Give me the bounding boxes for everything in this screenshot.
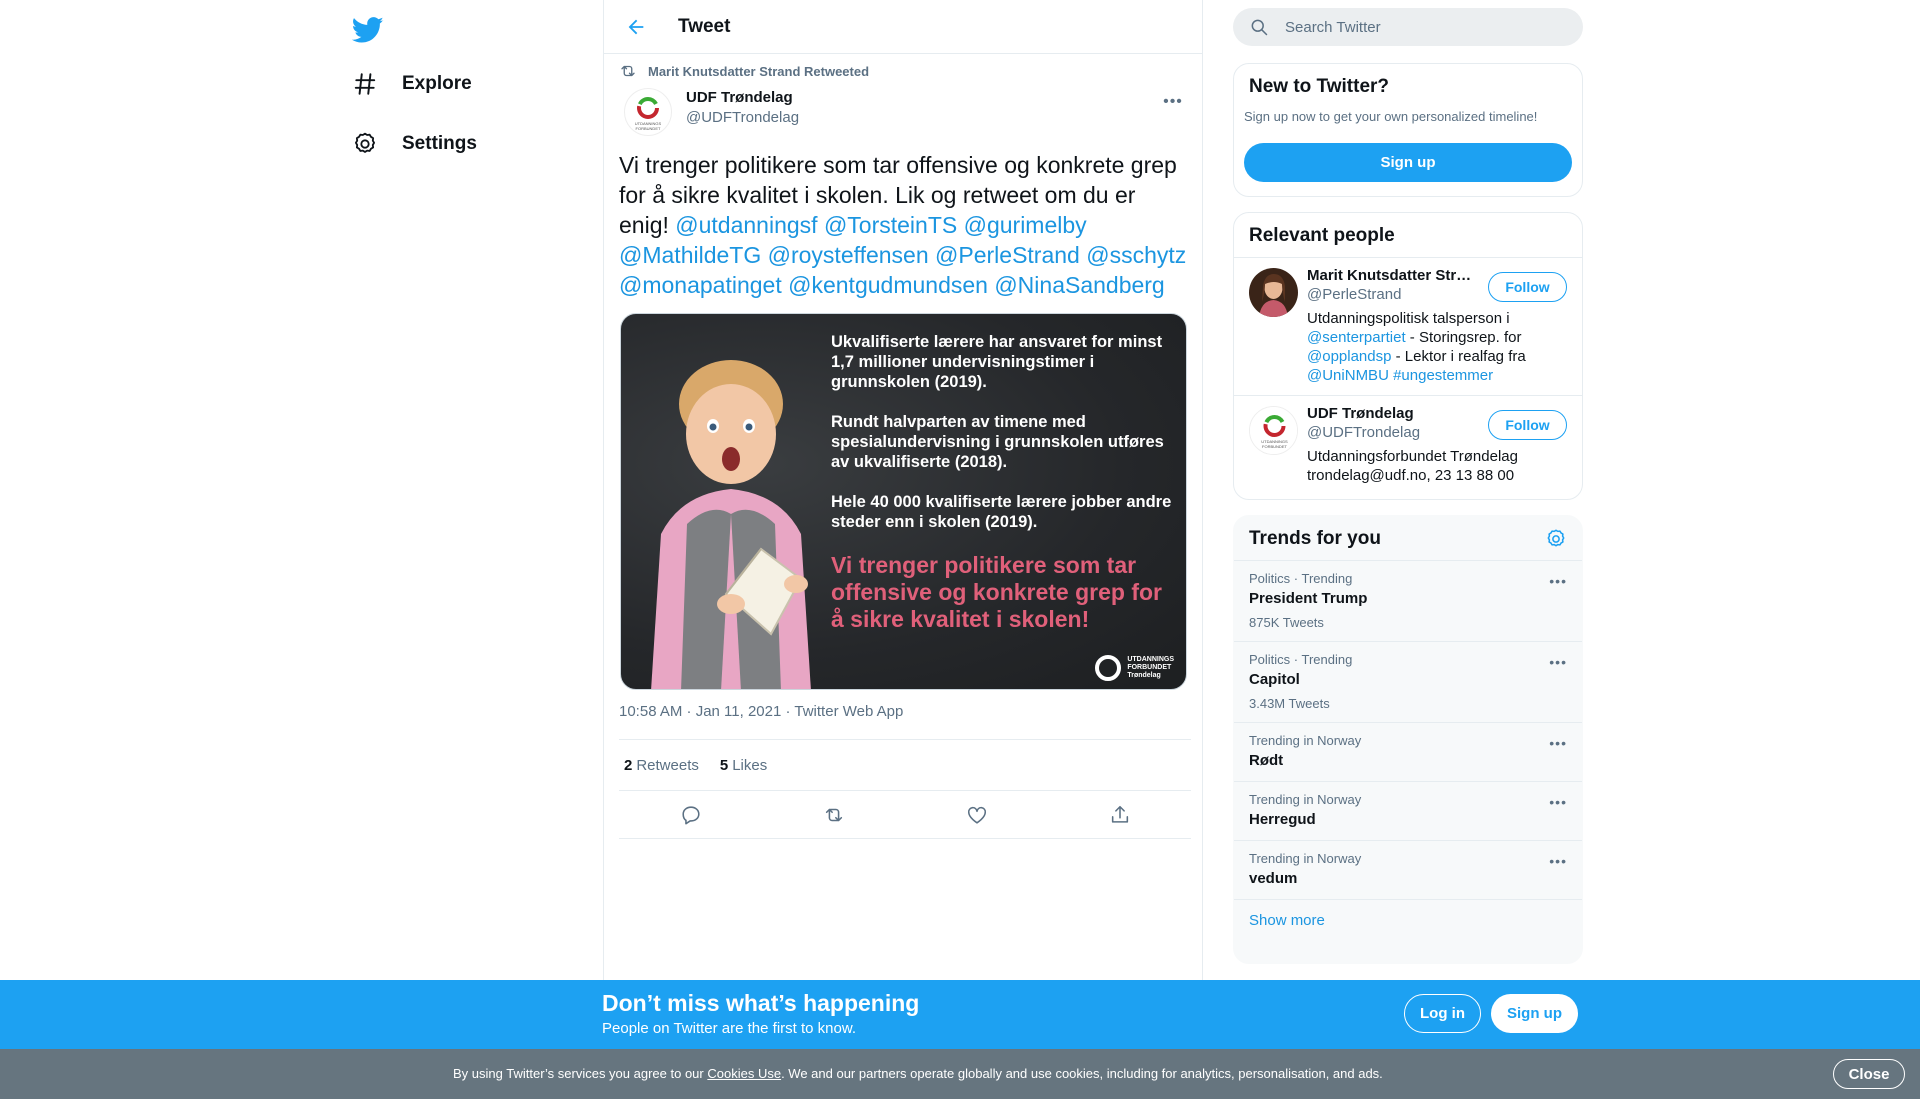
back-button[interactable] <box>618 9 654 45</box>
log-in-button[interactable]: Log in <box>1404 994 1481 1033</box>
hashtag-icon <box>350 69 380 99</box>
cookie-text-after: . We and our partners operate globally and use cookies, including for analytics, personalisation, and ads. <box>781 1066 1383 1081</box>
gear-icon <box>350 129 380 159</box>
trend-item[interactable] <box>1234 642 1582 723</box>
bio-link[interactable]: @senterpartiet <box>1307 329 1406 346</box>
trend-context: Trending in Norway <box>1249 792 1362 807</box>
trend-name: Herregud <box>1249 811 1316 828</box>
mention-link[interactable]: @NinaSandberg <box>994 272 1165 298</box>
image-fact: Rundt halvparten av timene med spesialundervisning i grunnskolen utføres av ukvalifiserte (2018). <box>831 413 1164 471</box>
trend-item[interactable] <box>1234 723 1582 782</box>
likes-count: 5 <box>719 756 729 774</box>
mention-link[interactable]: @gurimelby <box>963 212 1087 238</box>
person-bio: Utdanningsforbundet Trøndelag trondelag@udf.no, 23 13 88 00 <box>1307 448 1518 484</box>
avatar[interactable] <box>1249 406 1298 455</box>
udf-logo-icon <box>1250 407 1298 455</box>
person-body <box>1307 396 1518 495</box>
author-avatar[interactable] <box>624 88 672 136</box>
cookie-close-button[interactable]: Close <box>1833 1059 1905 1089</box>
image-call-to-action: Vi trenger politikere som tar offensive og konkrete grep for å sikre kvalitet i skolen! <box>831 552 1163 632</box>
retweets-count: 2 <box>624 756 633 774</box>
nav-settings[interactable] <box>350 124 477 164</box>
trend-count: 3.43M Tweets <box>1249 696 1330 711</box>
new-to-twitter-title: New to Twitter? <box>1249 76 1390 97</box>
bio-link[interactable]: @UniNMBU <box>1307 367 1389 384</box>
image-badge <box>1095 655 1174 681</box>
trend-context: Politics · Trending <box>1249 571 1353 586</box>
mention-link[interactable]: @roysteffensen <box>767 242 929 268</box>
retweet-icon <box>823 804 845 826</box>
trend-item[interactable] <box>1234 782 1582 841</box>
follow-button[interactable]: Follow <box>1488 272 1567 302</box>
trend-context: Trending in Norway <box>1249 733 1362 748</box>
trend-item[interactable] <box>1234 841 1582 900</box>
trend-name: Rødt <box>1249 752 1284 769</box>
person-name[interactable]: Marit Knutsdatter Str… <box>1307 267 1472 284</box>
heart-icon <box>966 804 988 826</box>
more-dots-icon[interactable]: ••• <box>1549 794 1567 810</box>
svg-text:UTDANNINGS: UTDANNINGS <box>1261 439 1288 444</box>
author-handle[interactable]: @UDFTrondelag <box>686 109 800 126</box>
bio-text: - Lektor i realfag fra <box>1391 348 1526 365</box>
cookie-bar <box>0 1049 1920 1099</box>
person-name[interactable]: UDF Trøndelag <box>1307 405 1414 422</box>
trend-item[interactable] <box>1234 561 1582 642</box>
tweet-column <box>603 0 1203 980</box>
tweet-author[interactable] <box>624 88 799 136</box>
twitter-logo-icon[interactable] <box>348 10 388 50</box>
mention-link[interactable]: @TorsteinTS <box>823 212 958 238</box>
trend-name: President Trump <box>1249 590 1368 607</box>
person-item[interactable] <box>1234 258 1582 396</box>
likes-label: Likes <box>732 756 768 774</box>
avatar[interactable] <box>1249 268 1298 317</box>
svg-text:FORBUNDET: FORBUNDET <box>635 126 661 131</box>
retweet-icon <box>618 62 638 80</box>
cookie-text <box>453 1066 1383 1081</box>
trends-title: Trends for you <box>1249 528 1381 549</box>
retweeted-by[interactable] <box>618 62 869 80</box>
badge-line: UTDANNINGS <box>1127 656 1174 663</box>
more-dots-icon[interactable]: ••• <box>1549 735 1567 751</box>
trends-settings-gear-icon[interactable] <box>1545 528 1567 550</box>
trend-context: Politics · Trending <box>1249 652 1353 667</box>
follow-button[interactable]: Follow <box>1488 410 1567 440</box>
nav-settings-label: Settings <box>402 133 477 154</box>
cookie-text-before: By using Twitter’s services you agree to our <box>453 1066 708 1081</box>
arrow-left-icon <box>625 16 647 38</box>
trend-context: Trending in Norway <box>1249 851 1362 866</box>
relevant-people-card <box>1233 212 1583 500</box>
likes-stat[interactable] <box>720 757 767 774</box>
trend-name: vedum <box>1249 870 1298 887</box>
person-bio <box>1307 309 1547 395</box>
more-dots-icon: ••• <box>1163 93 1183 110</box>
trends-card <box>1233 515 1583 964</box>
new-to-twitter-subtitle: Sign up now to get your own personalized timeline! <box>1244 109 1538 124</box>
bio-text: - Storingsrep. for <box>1405 329 1522 346</box>
nav-explore-label: Explore <box>402 73 472 94</box>
image-fact: Ukvalifiserte lærere har ansvaret for minst 1,7 millioner undervisningstimer i grunnskolen (2019). <box>831 333 1163 391</box>
trend-name: Capitol <box>1249 671 1300 688</box>
retweeted-by-text: Marit Knutsdatter Strand Retweeted <box>648 63 870 79</box>
banner-sign-up-button[interactable]: Sign up <box>1491 994 1578 1033</box>
page-title: Tweet <box>678 15 731 37</box>
author-name[interactable]: UDF Trøndelag <box>686 89 793 106</box>
svg-text:FORBUNDET: FORBUNDET <box>1262 444 1287 449</box>
retweet-button[interactable] <box>816 797 852 833</box>
bio-hashtag-link[interactable]: #ungestemmer <box>1393 367 1494 384</box>
banner-subline: People on Twitter are the first to know. <box>602 1020 857 1037</box>
udf-ring-icon <box>1095 655 1121 681</box>
mention-link[interactable]: @kentgudmundsen <box>788 272 988 298</box>
mention-link[interactable]: @monapatinget <box>619 272 782 298</box>
like-button[interactable] <box>959 797 995 833</box>
tweet-text <box>619 150 1191 300</box>
person-handle[interactable]: @UDFTrondelag <box>1307 424 1421 441</box>
bio-text: Utdanningspolitisk talsperson i <box>1307 310 1510 327</box>
tweet-image[interactable] <box>620 313 1187 690</box>
search-icon <box>1249 17 1269 37</box>
banner-headline: Don’t miss what’s happening <box>602 990 920 1016</box>
sign-up-button[interactable]: Sign up <box>1244 143 1572 182</box>
nav-explore[interactable] <box>350 64 472 104</box>
image-text <box>831 332 1181 633</box>
mention-link[interactable]: @utdanningsf <box>675 212 818 238</box>
tweet-actions <box>619 791 1191 839</box>
mention-link[interactable]: @MathildeTG <box>619 242 762 268</box>
share-icon <box>1109 804 1131 826</box>
trends-header <box>1234 516 1582 561</box>
author-names <box>686 88 799 128</box>
share-button[interactable] <box>1102 797 1138 833</box>
person-body <box>1307 258 1526 395</box>
bio-link[interactable]: @opplandsp <box>1307 348 1392 365</box>
udf-logo-icon <box>628 92 668 132</box>
tweet-stats <box>619 739 1191 791</box>
tweet-timestamp[interactable]: 10:58 AM · Jan 11, 2021 · Twitter Web App <box>619 703 904 720</box>
trend-count: 875K Tweets <box>1249 615 1324 630</box>
search-input[interactable] <box>1285 19 1565 36</box>
reply-button[interactable] <box>673 797 709 833</box>
column-header <box>604 0 1202 54</box>
signup-banner <box>0 980 1920 1049</box>
new-to-twitter-card <box>1233 63 1583 197</box>
image-fact: Hele 40 000 kvalifiserte lærere jobber andre steder enn i skolen (2019). <box>831 493 1172 531</box>
badge-line: Trøndelag <box>1127 672 1161 679</box>
relevant-people-title: Relevant people <box>1234 213 1582 258</box>
search-box[interactable] <box>1233 8 1583 46</box>
mention-link[interactable]: @PerleStrand <box>935 242 1080 268</box>
retweets-label: Retweets <box>636 756 699 774</box>
more-dots-icon[interactable]: ••• <box>1549 654 1567 670</box>
child-reading-illustration <box>621 334 836 690</box>
show-more-link[interactable]: Show more <box>1249 912 1325 929</box>
mention-link[interactable]: @sschytz <box>1086 242 1187 268</box>
more-dots-icon[interactable]: ••• <box>1549 573 1567 589</box>
more-dots-icon[interactable]: ••• <box>1549 853 1567 869</box>
more-options-button[interactable] <box>1158 92 1188 112</box>
badge-line: FORBUNDET <box>1127 664 1172 671</box>
reply-icon <box>680 804 702 826</box>
person-item[interactable] <box>1234 396 1582 495</box>
person-handle[interactable]: @PerleStrand <box>1307 286 1402 303</box>
retweets-stat[interactable] <box>624 757 699 774</box>
svg-text:UTDANNINGS: UTDANNINGS <box>634 121 662 126</box>
person-photo-icon <box>1249 268 1298 317</box>
tweet-body: Vi trenger politikere som tar offensive og konkrete grep for å sikre kvalitet i skolen. Lik og retweet om du er enig! <box>619 152 1177 238</box>
cookies-use-link[interactable]: Cookies Use <box>707 1066 782 1081</box>
